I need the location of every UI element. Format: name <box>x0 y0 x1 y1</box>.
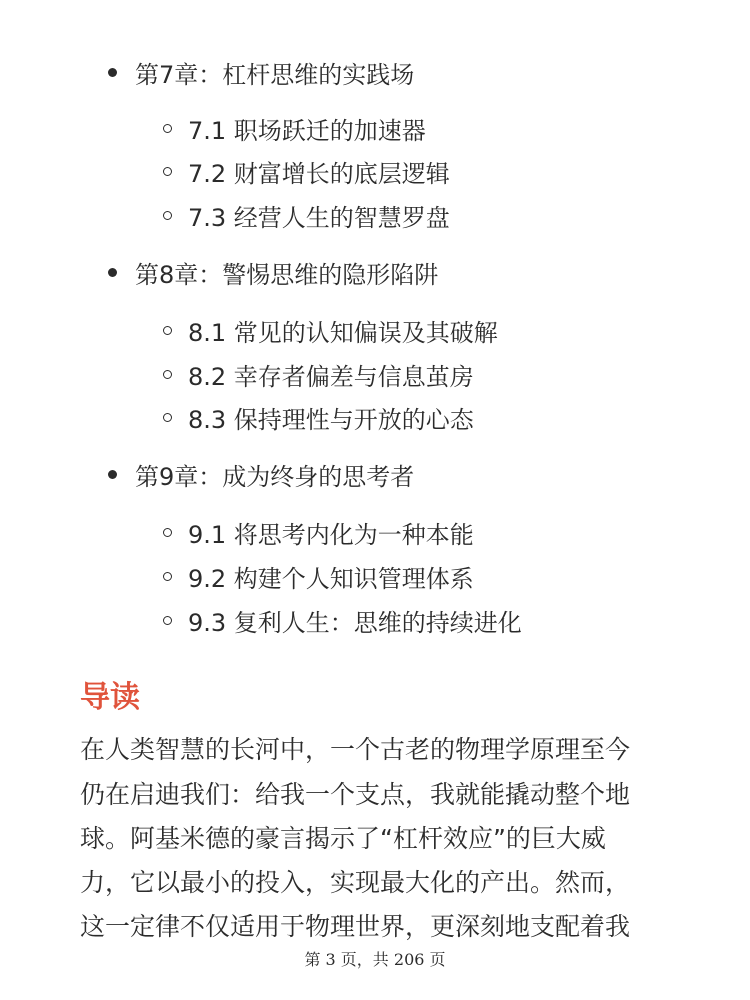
section-title: 9.2 构建个人知识管理体系 <box>188 564 474 593</box>
chapter-title: 第8章：警惕思维的隐形陷阱 <box>135 260 439 289</box>
paragraph-line: 在人类智慧的长河中，一个古老的物理学原理至今 <box>80 735 631 764</box>
circle-bullet-icon <box>163 528 172 537</box>
section-title: 8.1 常见的认知偏误及其破解 <box>188 318 498 347</box>
circle-bullet-icon <box>163 167 172 176</box>
chapter-item <box>108 254 438 290</box>
chapter-item <box>108 456 414 492</box>
section-heading: 导读 <box>80 680 140 715</box>
section-item <box>163 153 450 189</box>
section-title: 7.1 职场跃迁的加速器 <box>188 116 426 145</box>
section-item <box>163 399 474 435</box>
circle-bullet-icon <box>163 211 172 220</box>
bullet-icon <box>108 268 117 277</box>
section-title: 7.2 财富增长的底层逻辑 <box>188 159 450 188</box>
section-item <box>163 356 474 392</box>
circle-bullet-icon <box>163 124 172 133</box>
section-title: 8.2 幸存者偏差与信息茧房 <box>188 362 474 391</box>
section-title: 9.1 将思考内化为一种本能 <box>188 520 474 549</box>
section-title: 7.3 经营人生的智慧罗盘 <box>188 203 450 232</box>
section-title: 9.3 复利人生：思维的持续进化 <box>188 608 522 637</box>
bullet-icon <box>108 68 117 77</box>
section-title: 8.3 保持理性与开放的心态 <box>188 405 474 434</box>
circle-bullet-icon <box>163 616 172 625</box>
paragraph-line: 仍在启迪我们：给我一个支点，我就能撬动整个地 <box>80 780 631 809</box>
circle-bullet-icon <box>163 370 172 379</box>
chapter-item <box>108 54 414 90</box>
chapter-title: 第7章：杠杆思维的实践场 <box>135 60 415 89</box>
section-item <box>163 110 426 146</box>
section-item <box>163 197 450 233</box>
section-item <box>163 514 474 550</box>
chapter-title: 第9章：成为终身的思考者 <box>135 462 415 491</box>
section-item <box>163 602 522 638</box>
section-item <box>163 558 474 594</box>
section-item <box>163 312 498 348</box>
circle-bullet-icon <box>163 572 172 581</box>
page-number: 第 3 页，共 206 页 <box>304 950 446 969</box>
paragraph-line: 这一定律不仅适用于物理世界，更深刻地支配着我 <box>80 912 631 941</box>
circle-bullet-icon <box>163 413 172 422</box>
bullet-icon <box>108 470 117 479</box>
paragraph-line: 球。阿基米德的豪言揭示了“杠杆效应”的巨大威 <box>80 824 606 853</box>
circle-bullet-icon <box>163 326 172 335</box>
paragraph-line: 力，它以最小的投入，实现最大化的产出。然而， <box>80 868 631 897</box>
